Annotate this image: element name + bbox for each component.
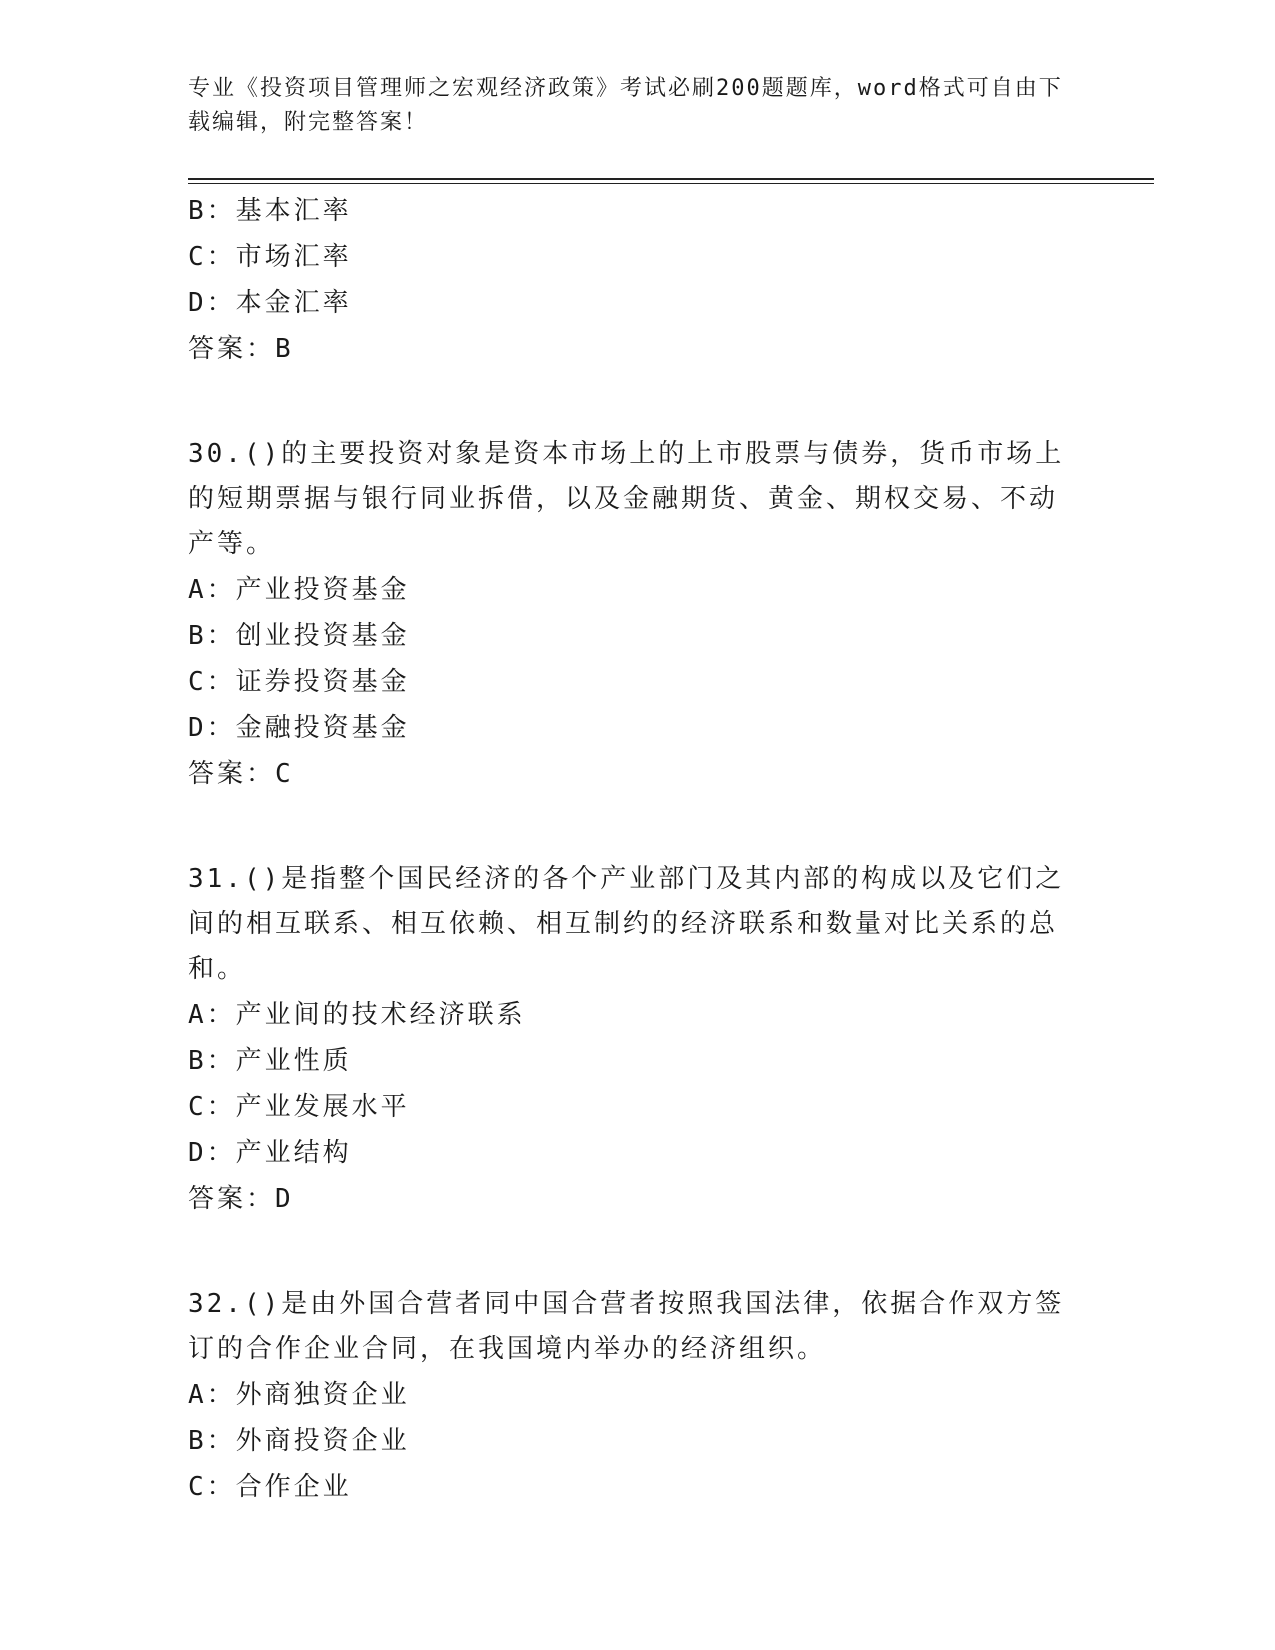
document-header bbox=[188, 72, 1068, 140]
header-text: 专业《投资项目管理师之宏观经济政策》考试必刷200题题库，word格式可自由下载编辑，附完整答案！ bbox=[188, 76, 1063, 135]
option-c: C：产业发展水平 bbox=[188, 1092, 410, 1122]
header-divider bbox=[188, 178, 1154, 180]
option-c: C：合作企业 bbox=[188, 1472, 352, 1502]
answer-line: 答案：C bbox=[188, 759, 294, 789]
answer-line: 答案：D bbox=[188, 1184, 294, 1214]
option-b: B：产业性质 bbox=[188, 1046, 352, 1076]
question-block bbox=[188, 188, 1088, 372]
option-b: B：创业投资基金 bbox=[188, 621, 410, 651]
option-c: C：市场汇率 bbox=[188, 242, 352, 272]
option-a: A：产业投资基金 bbox=[188, 575, 410, 605]
option-a: A：产业间的技术经济联系 bbox=[188, 1000, 526, 1030]
question-stem: 30.()的主要投资对象是资本市场上的上市股票与债券，货币市场上的短期票据与银行同业拆借，以及金融期货、黄金、期权交易、不动产等。 bbox=[188, 439, 1065, 559]
answer-line: 答案：B bbox=[188, 334, 294, 364]
question-stem: 32.()是由外国合营者同中国合营者按照我国法律，依据合作双方签订的合作企业合同，在我国境内举办的经济组织。 bbox=[188, 1289, 1065, 1364]
option-d: D：本金汇率 bbox=[188, 288, 352, 318]
question-block bbox=[188, 432, 1088, 797]
option-c: C：证券投资基金 bbox=[188, 667, 410, 697]
question-block bbox=[188, 1282, 1088, 1510]
option-d: D：金融投资基金 bbox=[188, 713, 410, 743]
header-divider-thin bbox=[188, 183, 1154, 184]
question-block bbox=[188, 857, 1088, 1222]
question-list bbox=[188, 188, 1088, 1510]
option-d: D：产业结构 bbox=[188, 1138, 352, 1168]
option-b: B：基本汇率 bbox=[188, 196, 352, 226]
option-b: B：外商投资企业 bbox=[188, 1426, 410, 1456]
option-a: A：外商独资企业 bbox=[188, 1380, 410, 1410]
question-stem: 31.()是指整个国民经济的各个产业部门及其内部的构成以及它们之间的相互联系、相互依赖、相互制约的经济联系和数量对比关系的总和。 bbox=[188, 864, 1065, 984]
